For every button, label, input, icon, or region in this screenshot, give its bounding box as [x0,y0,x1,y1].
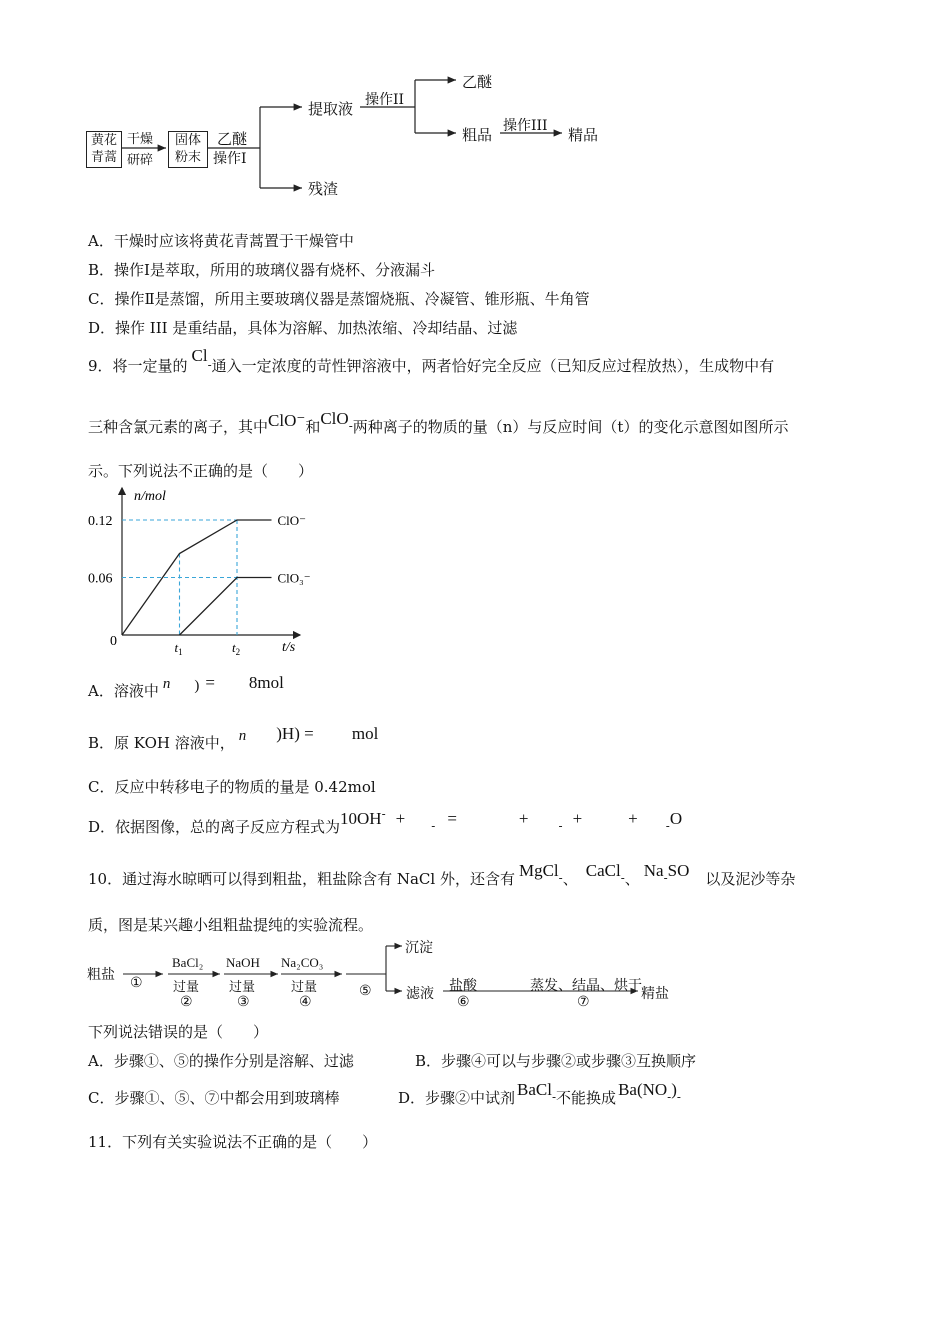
excess-2: 过量 [173,980,200,995]
hypochlorite-formula: ClO⁻ [268,411,306,430]
option-d-prefix: D．依据图像，总的离子反应方程式为 [88,818,341,836]
powder-box-line1: 固体 [174,133,201,148]
q10-text-cont: 以及泥沙等杂 [705,870,796,888]
op2-label: 操作II [365,92,405,108]
filtrate-label: 滤液 [406,986,434,1002]
q8-option-c: C．操作Ⅱ是蒸馏，所用主要玻璃仪器是蒸馏烧瓶、冷凝管、锥形瓶、牛角管 [88,290,590,308]
q8-option-a: A．干燥时应该将黄花青蒿置于干燥管中 [88,232,354,250]
x-tick-label: $t_1$ [174,640,183,657]
cannot-replace-text: 不能换成 [556,1089,617,1107]
eq-plus-1: + [395,809,406,828]
reagent-naoh: NaOH [226,955,260,970]
bano3-formula: Ba(NO [618,1080,668,1099]
step-2-label: ② [180,994,193,1010]
so4-formula: SO [667,861,690,880]
excess-3: 过量 [229,980,256,995]
series-label: ClO₃⁻ [277,570,311,586]
option-b-prefix: B．原 KOH 溶液中， [88,734,235,752]
q10-question: 下列说法错误的是（ ） [88,1023,269,1041]
option-b-value: )H) = mol [276,724,379,743]
op3-label: 操作III [503,118,548,134]
powder-box-line2: 粉末 [174,150,201,165]
residue-label: 残渣 [308,180,339,198]
q10-option-d: D．步骤②中试剂 BaCl-不能换成 Ba(NO-)- [398,1080,681,1107]
eq-plus-4: + [628,809,638,828]
series-label: ClO⁻ [277,513,307,528]
q11-stem: 11．下列有关实验说法不正确的是（ ） [88,1133,378,1151]
q9-option-a [88,673,284,701]
option-a-paren: ) [194,678,200,694]
chlorate-formula: ClO [320,409,349,428]
q10-stem-line2: 质，图是某兴趣小组粗盐提纯的实验流程。 [88,916,374,934]
step-5-label: ⑤ [359,983,372,999]
eq-plus-3: + [572,809,583,828]
eq-equals: = [447,809,457,828]
q9-option-b [88,724,379,753]
q9-option-c: C．反应中转移电子的物质的量是 0.42mol [88,778,376,796]
q9-text-3: 两种离子的物质的量（n）与反应时间（t）的变化示意图如图所示 [352,418,789,436]
cacl2-formula: CaCl [585,861,621,880]
crude-product-label: 粗品 [462,126,493,144]
step-3-label: ③ [237,994,250,1010]
sep-2: 、 [624,870,640,888]
flow1-arrows [0,0,950,210]
q10-option-a: A．步骤①、⑤的操作分别是溶解、过滤 [88,1052,354,1070]
excess-4: 过量 [291,980,318,995]
bano3-close: ) [671,1080,677,1099]
step-6-label: ⑥ [457,994,470,1010]
hcl-label: 盐酸 [449,978,477,994]
start-box-line2: 青蒿 [90,150,117,165]
evaporate-label: 蒸发、结晶、烘干 [530,978,642,994]
option-d-prefix: D．步骤②中试剂 [398,1089,516,1107]
extract-label: 提取液 [308,100,354,118]
option-a-n: n [162,676,171,692]
ether-output-label: 乙醚 [462,73,493,91]
q9-text-cont: 通入一定浓度的苛性钾溶液中，两者恰好完全反应（已知反应过程放热），生成物中有 [211,357,775,375]
q9-option-d: D．依据图像，总的离子反应方程式为10OH- + - = + - + + -O [88,807,683,836]
y-axis-label: n/mol [134,489,166,504]
ether-reagent-label: 乙醚 [217,130,248,148]
fine-salt-label: 精盐 [641,986,669,1002]
q10-stem-line1: 10．通过海水晾晒可以得到粗盐，粗盐除含有 NaCl 外，还含有 MgCl-、 CaCl-、 Na-SO 以及泥沙等杂 [88,861,796,888]
q9-stem-line2: 三种含氯元素的离子，其中ClO⁻和ClO-两种离子的物质的量（n）与反应时间（t）的变化示意图如图所示 [88,409,789,436]
bacl2-formula: BaCl [517,1080,552,1099]
series-line-chlorate [180,578,272,636]
q10-option-c: C．步骤①、⑤、⑦中都会用到玻璃棒 [88,1089,340,1107]
step-4-label: ④ [299,994,312,1010]
y-tick-label: 0.12 [88,514,113,529]
x-axis-label: t/s [282,640,296,655]
op1-label: 操作I [213,151,247,167]
q10-option-b: B．步骤④可以与步骤②或步骤③互换顺序 [415,1052,697,1070]
q9-text: 9．将一定量的 [88,357,188,375]
step-1-label: ① [130,975,143,991]
flow2-arrows [0,930,700,1010]
reagent-na2co3: Na₂CO₃ [281,955,324,970]
start-box-line1: 黄花 [90,133,117,148]
mgcl2-formula: MgCl [518,861,559,880]
option-a-value: = 8mol [205,673,284,692]
step-7-label: ⑦ [577,994,590,1010]
eq-plus-2: + [518,809,529,828]
option-b-n: n [238,728,247,744]
origin-label: 0 [110,634,117,649]
fine-product-label: 精品 [568,126,599,144]
dry-label: 干燥 [127,132,154,147]
crude-salt-label: 粗盐 [87,967,115,983]
and-text: 和 [305,418,321,436]
q8-option-b: B．操作Ⅰ是萃取，所用的玻璃仪器有烧杯、分液漏斗 [88,261,435,279]
option-a-prefix: A．溶液中 [88,682,159,700]
q9-stem-line3: 示。下列说法不正确的是（ ） [88,462,314,480]
precipitate-label: 沉淀 [405,940,433,956]
reagent-bacl2: BaCl₂ [172,955,204,970]
q9-stem-line1: 9．将一定量的Cl-通入一定浓度的苛性钾溶液中，两者恰好完全反应（已知反应过程放热），生成物中有 [88,346,775,375]
q10-text: 10．通过海水晾晒可以得到粗盐，粗盐除含有 NaCl 外，还含有 [88,870,515,888]
equation-hydroxide: 10OH [340,809,382,828]
q9-chart [80,483,340,658]
chlorine-formula: Cl [191,346,208,365]
na-formula: Na [643,861,664,880]
y-tick-label: 0.06 [88,571,113,587]
q9-text-2: 三种含氯元素的离子，其中 [88,418,269,436]
grind-label: 研碎 [127,153,154,168]
eq-water-o: O [669,809,683,828]
x-tick-label: $t_2$ [232,640,241,657]
q8-option-d: D．操作 III 是重结晶，具体为溶解、加热浓缩、冷却结晶、过滤 [88,319,518,337]
sep-1: 、 [562,870,578,888]
